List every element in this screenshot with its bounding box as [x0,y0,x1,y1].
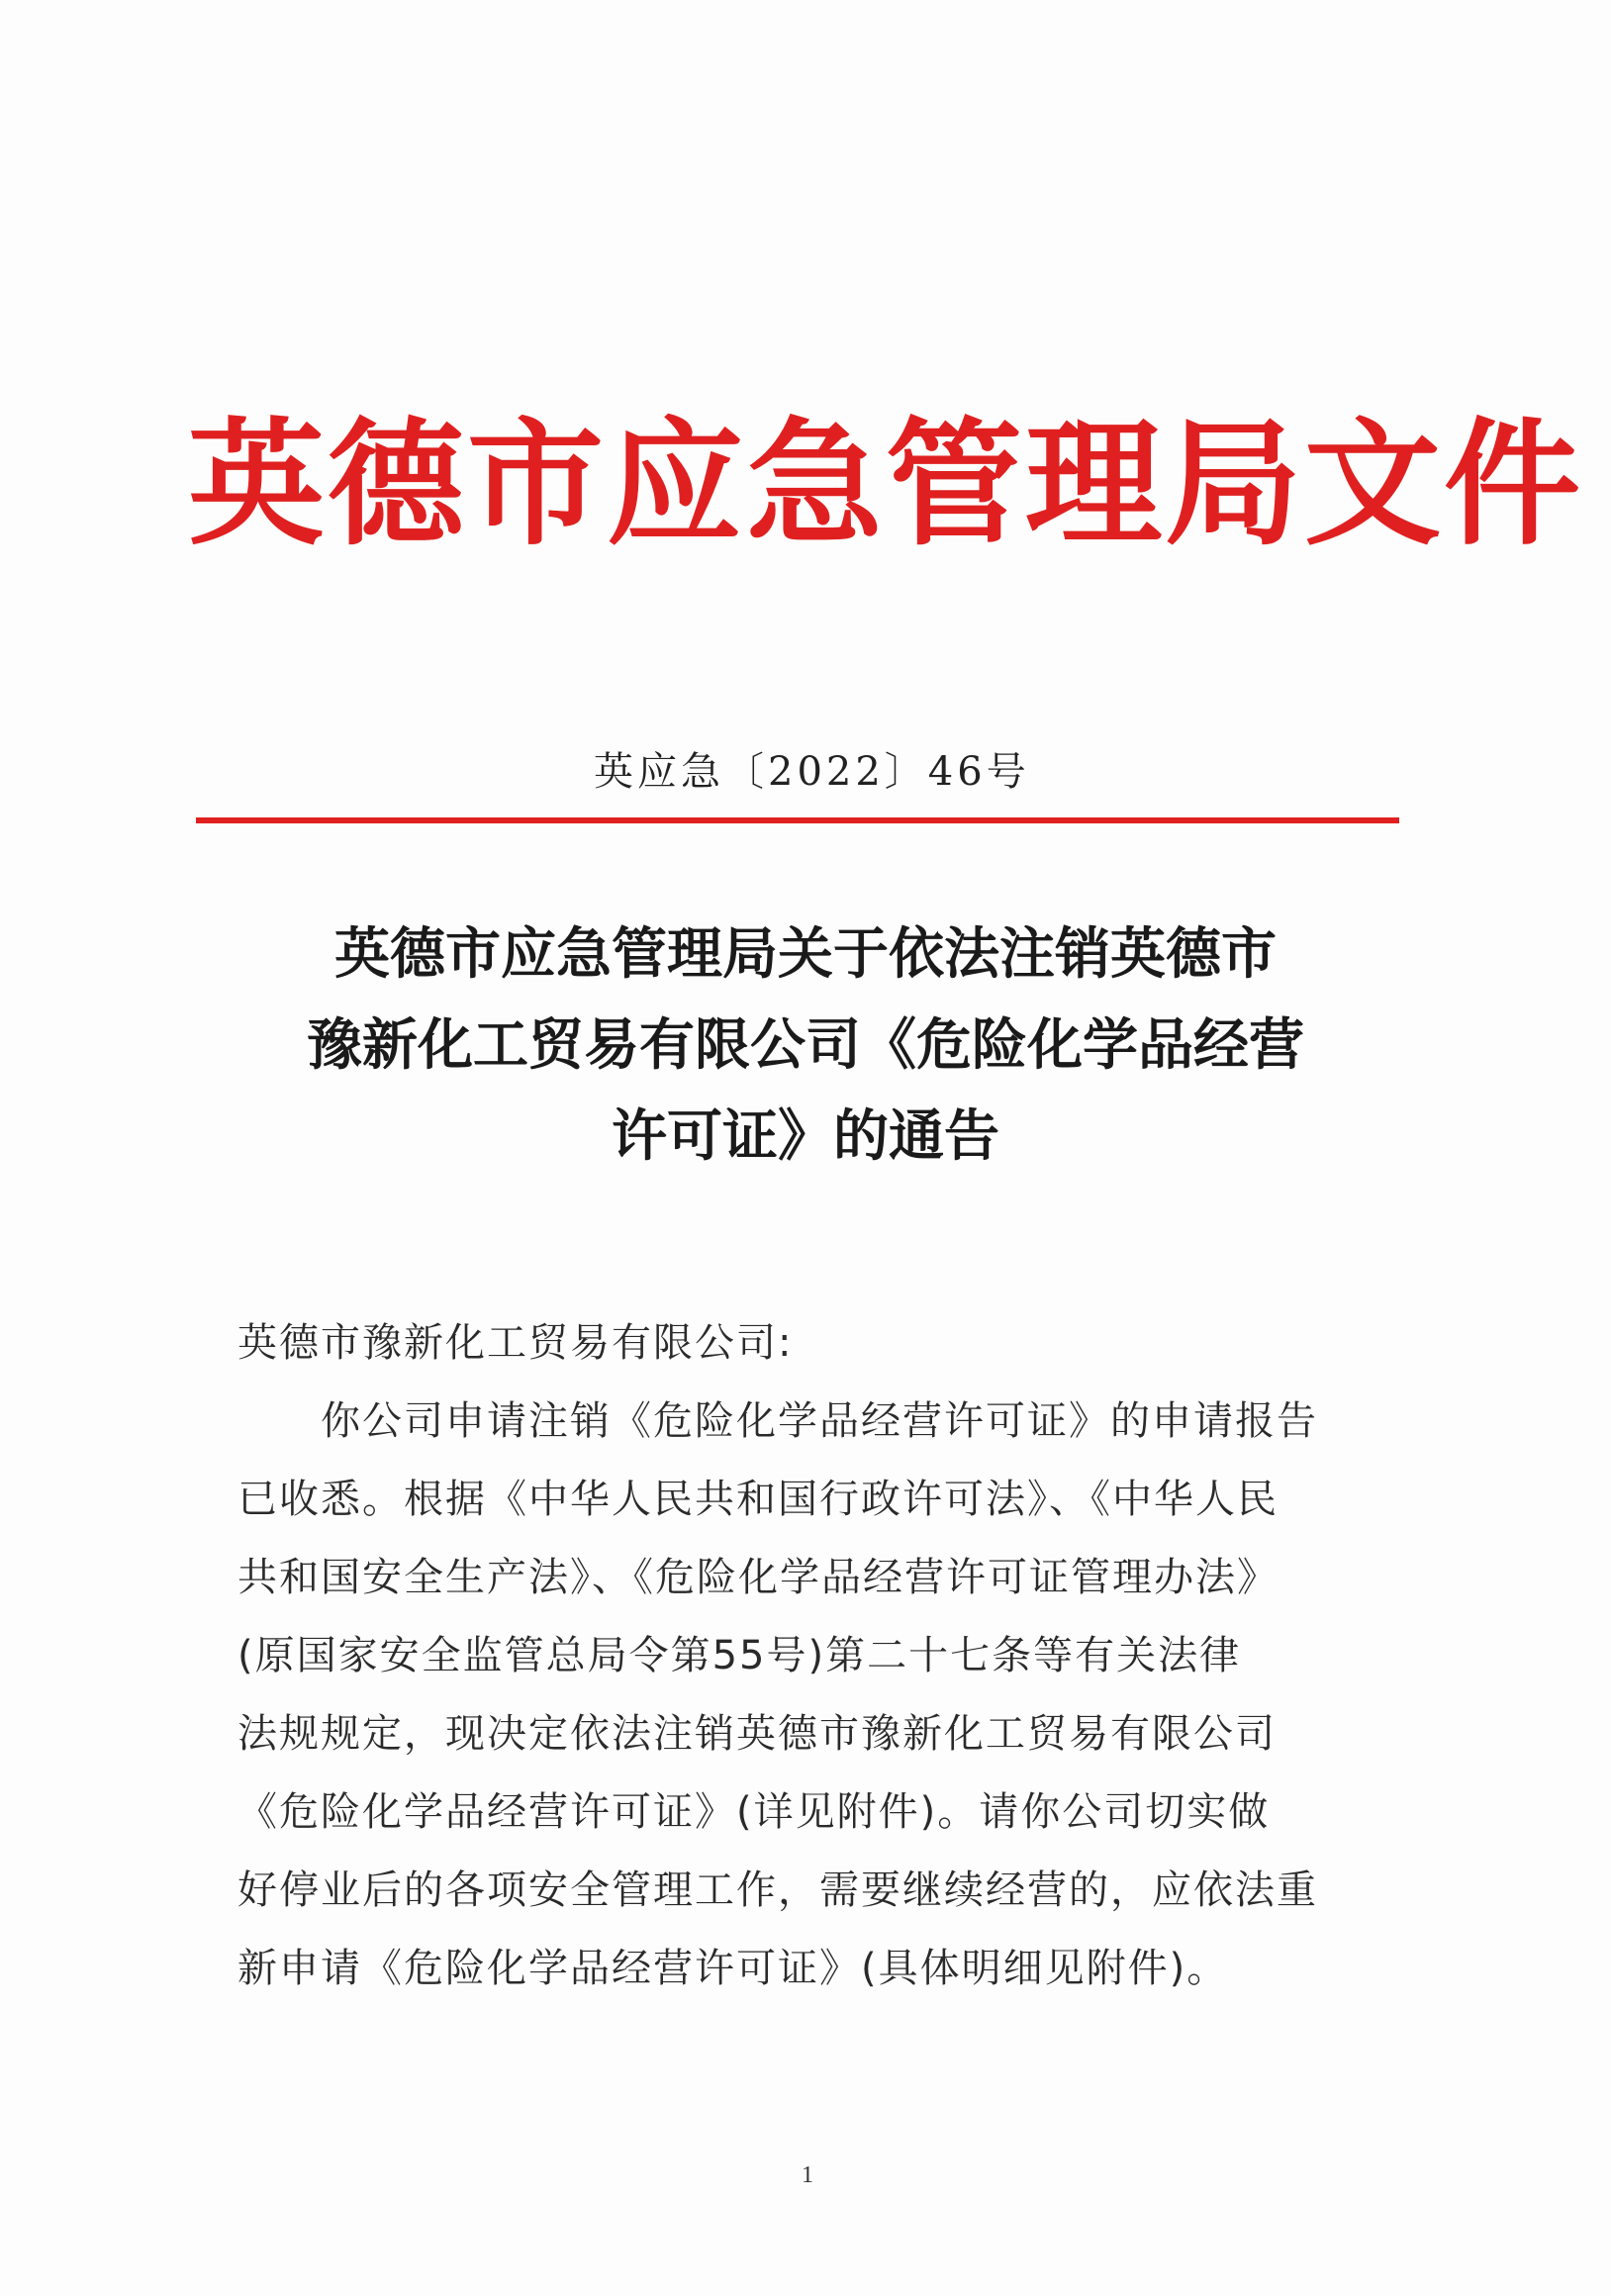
page-number: 1 [802,2162,813,2188]
red-divider-line [196,817,1399,823]
notice-title-line: 豫新化工贸易有限公司《危险化学品经营 [307,1012,1304,1078]
masthead-title: 英德市应急管理局文件 [188,403,1584,564]
body-line: 法规规定，现决定依法注销英德市豫新化工贸易有限公司 [237,1711,1277,1757]
body-line: 新申请《危险化学品经营许可证》(具体明细见附件)。 [237,1946,1229,1991]
body-line: 好停业后的各项安全管理工作，需要继续经营的，应依法重 [237,1867,1318,1913]
salutation: 英德市豫新化工贸易有限公司: [237,1320,794,1366]
document-number: 英应急〔2022〕46号 [594,749,1030,795]
body-line: 你公司申请注销《危险化学品经营许可证》的申请报告 [321,1398,1318,1444]
body-line: (原国家安全监管总局令第55号)第二十七条等有关法律 [237,1633,1242,1678]
notice-title-line: 许可证》的通告 [612,1103,999,1169]
notice-body [237,1304,1375,2008]
notice-title [198,909,1413,1182]
body-line: 《危险化学品经营许可证》(详见附件)。请你公司切实做 [237,1789,1271,1835]
body-line: 共和国安全生产法》、《危险化学品经营许可证管理办法》 [237,1555,1279,1600]
notice-title-line: 英德市应急管理局关于依法注销英德市 [334,921,1277,987]
body-line: 已收悉。根据《中华人民共和国行政许可法》、《中华人民 [237,1477,1279,1522]
